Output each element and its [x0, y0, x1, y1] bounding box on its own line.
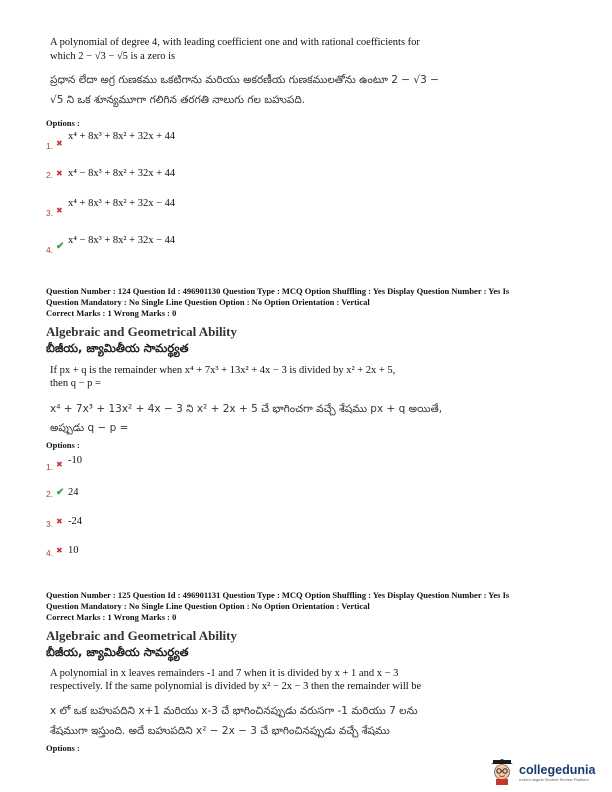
- option-number: 1.: [46, 462, 54, 472]
- checkmark-icon: ✔: [56, 487, 65, 498]
- q124-text-en-2: then q − p =: [50, 378, 101, 389]
- cross-icon: ✖: [56, 206, 63, 215]
- option-text: -24: [68, 516, 82, 527]
- q124-options-label: Options :: [46, 440, 80, 450]
- q123-text-en-1: A polynomial of degree 4, with leading coefficient one and with rational coefficients for: [50, 37, 420, 48]
- cross-icon: ✖: [56, 517, 63, 526]
- q123-option-1[interactable]: [46, 131, 175, 151]
- option-number: 4.: [46, 548, 54, 558]
- cross-icon: ✖: [56, 139, 63, 148]
- graduate-mascot-icon: [487, 758, 517, 786]
- q125-text-en-2: respectively. If the same polynomial is divided by x² − 2x − 3 then the remainder will be: [50, 681, 422, 692]
- q125-meta-line-2: Question Mandatory : No Single Line Question Option : No Option Orientation : Vertical: [46, 601, 370, 611]
- cross-icon: ✖: [56, 546, 63, 555]
- option-number: 2.: [46, 170, 54, 180]
- cross-icon: ✖: [56, 169, 63, 178]
- option-number: 4.: [46, 245, 54, 255]
- q124-meta-line-2: Question Mandatory : No Single Line Question Option : No Option Orientation : Vertical: [46, 297, 370, 307]
- q123-option-3[interactable]: [46, 198, 175, 218]
- option-number: 3.: [46, 208, 54, 218]
- q124-text-te-2: అప్పుడు q − p =: [50, 422, 129, 434]
- q124-text-te-1: x⁴ + 7x³ + 13x² + 4x − 3 ని x² + 2x + 5 చే భాగించగా వచ్చే శేషము px + q అయితే,: [50, 403, 443, 415]
- q124-option-2[interactable]: [46, 487, 79, 499]
- q125-section-title-en: Algebraic and Geometrical Ability: [46, 628, 238, 643]
- q124-section-title-te: బీజీయ, జ్యామితీయ సామర్థ్యత: [46, 341, 189, 355]
- q124-option-1[interactable]: [46, 455, 82, 472]
- option-text: x⁴ − 8x³ + 8x² + 32x + 44: [68, 168, 176, 179]
- q124-meta-line-1: Question Number : 124 Question Id : 496901130 Question Type : MCQ Option Shuffling : Yes Display Question Number : Yes Is: [46, 286, 510, 296]
- q125-text-te-2: శేషముగా ఇస్తుంది. అదే బహుపదిని x² − 2x − 3 చే భాగించినప్పుడు వచ్చే శేషము: [50, 725, 390, 737]
- q123-text-te-2: √5 ని ఒక శూన్యమూగా గలిగిన తరగతి నాలుగు గల బహుపది.: [50, 94, 306, 106]
- option-text: 24: [68, 487, 79, 498]
- q124-section-title-en: Algebraic and Geometrical Ability: [46, 324, 238, 339]
- q123-text-en-2: which 2 − √3 − √5 is a zero is: [50, 51, 176, 62]
- option-number: 3.: [46, 519, 54, 529]
- q125-options-label: Options :: [46, 743, 80, 753]
- option-text: -10: [68, 455, 82, 466]
- option-text: x⁴ + 8x³ + 8x² + 32x + 44: [68, 131, 176, 142]
- logo-name: collegedunia: [519, 762, 596, 777]
- checkmark-icon: ✔: [56, 241, 65, 252]
- q125-text-en-1: A polynomial in x leaves remainders -1 and 7 when it is divided by x + 1 and x − 3: [50, 668, 399, 679]
- option-text: 10: [68, 545, 79, 556]
- q123-text-te-1: ప్రధాన లేదా అగ్ర గుణకము ఒకటిగాను మరియు అకరణీయ గుణకములతోను ఉంటూ 2 − √3 −: [50, 74, 439, 86]
- q125-text-te-1: x లో ఒక బహుపదిని x+1 మరియు x-3 చే భాగించినప్పుడు వరుసగా -1 మరియు 7 లను: [50, 705, 418, 717]
- logo-tagline: India's largest Student Review Platform: [519, 776, 589, 782]
- q124-meta-line-3: Correct Marks : 1 Wrong Marks : 0: [46, 308, 177, 318]
- q124-text-en-1: If px + q is the remainder when x⁴ + 7x³ + 13x² + 4x − 3 is divided by x² + 2x + 5,: [50, 365, 396, 376]
- option-text: x⁴ − 8x³ + 8x² + 32x − 44: [68, 235, 176, 246]
- q124-option-4[interactable]: [46, 545, 79, 558]
- q123-options-label: Options :: [46, 118, 80, 128]
- q123-option-4[interactable]: [46, 235, 175, 255]
- option-text: x⁴ + 8x³ + 8x² + 32x − 44: [68, 198, 176, 209]
- q125-section-title-te: బీజీయ, జ్యామితీయ సామర్థ్యత: [46, 645, 189, 659]
- q124-option-3[interactable]: [46, 516, 82, 529]
- q123-option-2[interactable]: [46, 168, 175, 180]
- option-number: 2.: [46, 489, 54, 499]
- option-number: 1.: [46, 141, 54, 151]
- q125-meta-line-1: Question Number : 125 Question Id : 496901131 Question Type : MCQ Option Shuffling : Yes Display Question Number : Yes Is: [46, 590, 510, 600]
- q125-meta-line-3: Correct Marks : 1 Wrong Marks : 0: [46, 612, 177, 622]
- cross-icon: ✖: [56, 460, 63, 469]
- collegedunia-logo: [487, 758, 595, 786]
